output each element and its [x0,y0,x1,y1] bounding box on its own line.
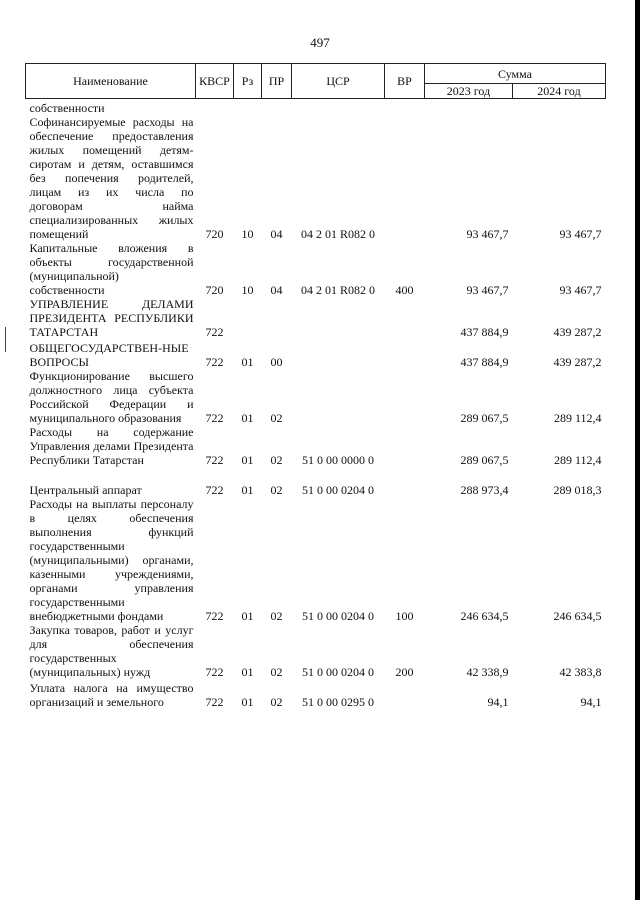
row-name: Центральный аппарат [29,483,142,497]
row-kvsr [196,99,234,116]
row-sum-2023: 437 884,9 [460,355,509,369]
row-rz: 01 [241,355,254,369]
row-name: Софинансируемые расходы на обеспечение предоставления жилых помещений детям-сиротам и детям, оставшимся без попечения родителей, лицам из их числа по договорам найма специализированных жилых помещений [29,115,194,241]
row-pr: 04 [270,227,283,241]
row-pr: 02 [270,665,283,679]
row-sum-2023: 288 973,4 [460,483,509,497]
table-row [26,115,606,241]
header-pr: ПР [262,64,292,99]
header-year-2024: 2024 год [513,84,606,99]
budget-table [25,63,606,709]
row-name: Расходы на выплаты персоналу в целях обеспечения выполнения функций государственными (муниципальными) органами, казенными учреждениями, органами управления государственными внебюджетными фондами [29,497,194,623]
row-sum-2024: 289 112,4 [553,411,602,425]
header-csr: ЦСР [292,64,385,99]
table-row [26,241,606,297]
row-rz: 01 [241,609,254,623]
row-pr: 04 [270,283,283,297]
row-sum-2024: 439 287,2 [553,325,602,339]
row-vr: 100 [395,609,414,623]
row-vr [385,339,425,369]
table-row [26,497,606,623]
table-row [26,623,606,679]
row-sum-2023: 437 884,9 [460,325,509,339]
row-sum-2024: 42 383,8 [559,665,602,679]
table-row [26,679,606,709]
row-csr [292,339,385,369]
row-pr [262,99,292,116]
row-name: Уплата налога на имущество организаций и земельного [29,681,194,709]
row-kvsr: 722 [205,483,224,497]
row-rz: 01 [241,411,254,425]
row-name: Функционирование высшего должностного лица субъекта Российской Федерации и муниципального образования [29,369,194,425]
row-pr [262,297,292,339]
row-pr: 02 [270,453,283,467]
row-rz: 01 [241,483,254,497]
row-sum-2023: 246 634,5 [460,609,509,623]
row-csr: 51 0 00 0204 0 [302,609,374,623]
row-name: УПРАВЛЕНИЕ ДЕЛАМИ ПРЕЗИДЕНТА РЕСПУБЛИКИ ТАТАРСТАН [29,297,194,339]
row-sum-2023: 289 067,5 [460,411,509,425]
scan-edge-bar [635,0,640,900]
table-row [26,425,606,467]
row-csr [292,369,385,425]
row-pr: 00 [270,355,283,369]
row-rz: 01 [241,665,254,679]
row-rz: 01 [241,695,254,709]
row-csr [292,297,385,339]
row-rz: 10 [241,283,254,297]
scan-margin-mark [5,327,6,352]
row-name: собственности [29,101,105,115]
row-sum-2023: 42 338,9 [466,665,509,679]
row-sum-2024 [513,99,606,116]
row-csr: 04 2 01 R082 0 [300,283,375,297]
row-kvsr: 722 [205,325,224,339]
header-name: Наименование [26,64,196,99]
row-vr: 200 [395,665,414,679]
row-kvsr: 722 [205,609,224,623]
row-vr [385,467,425,497]
row-name: Капитальные вложения в объекты государственной (муниципальной) собственности [29,241,194,297]
row-kvsr: 722 [205,453,224,467]
table-row [26,99,606,116]
row-csr: 51 0 00 0000 0 [302,453,374,467]
row-csr: 51 0 00 0295 0 [302,695,374,709]
row-kvsr: 720 [205,283,224,297]
row-sum-2024: 93 467,7 [559,283,602,297]
row-sum-2024: 289 112,4 [553,453,602,467]
row-sum-2024: 289 018,3 [553,483,602,497]
row-kvsr: 720 [205,227,224,241]
header-year-2023: 2023 год [425,84,513,99]
row-sum-2023: 289 067,5 [460,453,509,467]
table-row [26,339,606,369]
row-vr [385,679,425,709]
row-kvsr: 722 [205,695,224,709]
row-kvsr: 722 [205,665,224,679]
row-vr: 400 [395,283,414,297]
row-rz: 01 [241,453,254,467]
row-vr [385,369,425,425]
header-rz: Рз [234,64,262,99]
table-row [26,467,606,497]
row-sum-2024: 93 467,7 [559,227,602,241]
header-kvsr: КВСР [196,64,234,99]
row-csr: 51 0 00 0204 0 [302,483,374,497]
table-row [26,297,606,339]
row-vr [385,99,425,116]
row-pr: 02 [270,483,283,497]
row-vr [385,115,425,241]
row-sum-2023: 94,1 [487,695,509,709]
row-rz [234,297,262,339]
row-sum-2024: 439 287,2 [553,355,602,369]
row-kvsr: 722 [205,355,224,369]
row-sum-2023: 93 467,7 [466,283,509,297]
row-sum-2024: 94,1 [580,695,602,709]
row-rz: 10 [241,227,254,241]
header-sum: Сумма [425,64,606,84]
row-csr: 04 2 01 R082 0 [300,227,375,241]
row-sum-2024: 246 634,5 [553,609,602,623]
header-vr: ВР [385,64,425,99]
row-csr: 51 0 00 0204 0 [302,665,374,679]
row-name: Расходы на содержание Управления делами Президента Республики Татарстан [29,425,194,467]
row-csr [292,99,385,116]
table-row [26,369,606,425]
row-vr [385,425,425,467]
row-pr: 02 [270,411,283,425]
page-number: 497 [310,35,330,50]
row-rz [234,99,262,116]
row-pr: 02 [270,609,283,623]
row-sum-2023: 93 467,7 [466,227,509,241]
row-vr [385,297,425,339]
row-name: Закупка товаров, работ и услуг для обеспечения государственных (муниципальных) нужд [29,623,194,679]
row-name: ОБЩЕГОСУДАРСТВЕН-НЫЕ ВОПРОСЫ [29,341,189,369]
row-sum-2023 [425,99,513,116]
row-pr: 02 [270,695,283,709]
row-kvsr: 722 [205,411,224,425]
